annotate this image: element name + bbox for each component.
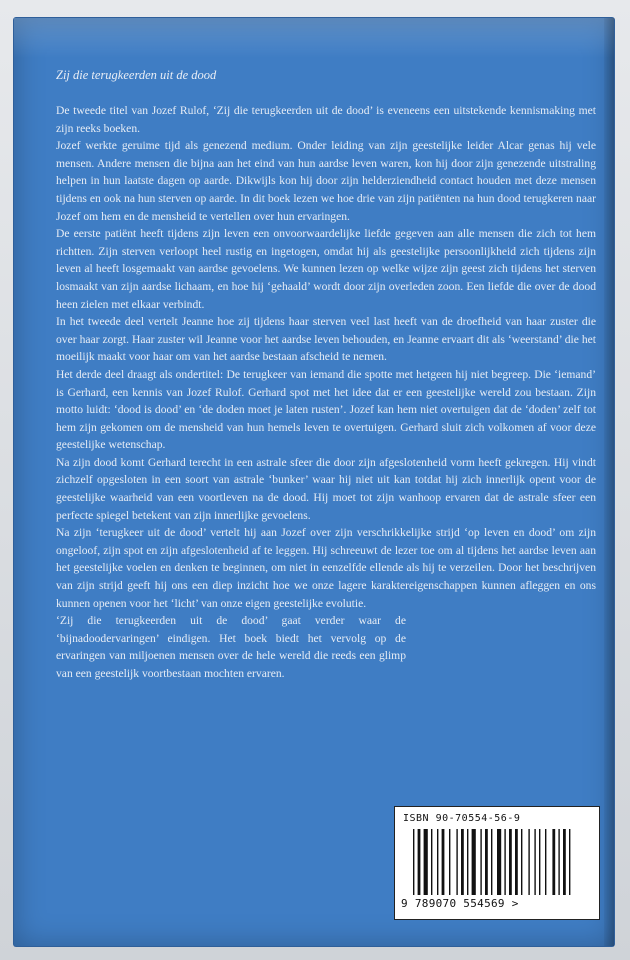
blurb-paragraph: In het tweede deel vertelt Jeanne hoe zij tijdens haar sterven veel last heeft van de droefheid van haar zuster die over haar zorgt. Haar zuster wil Jeanne voor het aardse leven behouden, en Jeanne ervaart dit als ‘weerstand’ die het moeilijk maakt voor haar om van het aardse bestaan afscheid te nemen. [56, 315, 596, 364]
blurb-paragraph: De eerste patiënt heeft tijdens zijn leven een onvoorwaardelijke liefde gegeven aan alle mensen die zich tot hem richtten. Zijn sterven verloopt heel rustig en ingetogen, omdat hij als geestelijke persoonlijkheid zich tijdens zijn leven al heeft losgemaakt van aardse gevoelens. We kunnen lezen op welke wijze zijn geest zich tijdens het sterven losmaakt van zijn aardse lichaam, en hoe hij ‘gehaald’ wordt door zijn overleden zoon. Een liefde die over de dood heen zielen met elkaar verbindt. [56, 227, 596, 311]
barcode-number: 9 789070 554569 > [401, 897, 519, 910]
blurb-paragraph: Na zijn ‘terugkeer uit de dood’ vertelt hij aan Jozef over zijn verschrikkelijke strijd ‘op leven en dood’ om zijn ongeloof, zijn spot en zijn afgeslotenheid af te leggen. Hij schreeuwt de lezer toe om al tijdens het aardse leven aan het geestelijke voelen en denken te beginnen, om niet in eenzelfde ellende als hij te verzeilen. Door het beschrijven van zijn strijd geeft hij ons een diep inzicht hoe we onze lagere karaktereigenschappen kunnen afleggen en ons kunnen openen voor het ‘licht’ van onze eigen geestelijke evolutie. [56, 526, 596, 610]
isbn-label: ISBN 90-70554-56-9 [403, 813, 521, 824]
blurb-text [56, 102, 596, 683]
blurb-paragraph: Jozef werkte geruime tijd als genezend medium. Onder leiding van zijn geestelijke leider Alcar genas hij vele mensen. Andere mensen die bijna aan het eind van hun aardse leven waren, kon hij door zijn genezende uitstraling helpen in hun laatste dagen op aarde. Dikwijls kon hij door zijn helderziendheid contact houden met deze mensen tijdens en ook na hun sterven op aarde. In dit boek lezen we hoe drie van zijn patiënten na hun dood terugkeren naar Jozef om hem en de mensheid te vertellen over hun ervaringen. [56, 139, 596, 223]
shrink-wrap-shine [14, 18, 614, 58]
cover-edge [604, 18, 614, 946]
blurb-title: Zij die terugkeerden uit de dood [56, 68, 217, 82]
isbn-barcode [394, 806, 600, 920]
blurb-paragraph: De tweede titel van Jozef Rulof, ‘Zij die terugkeerden uit de dood’ is eveneens een uitstekende kennismaking met zijn reeks boeken. [56, 104, 596, 135]
blurb-paragraph: Na zijn dood komt Gerhard terecht in een astrale sfeer die door zijn afgeslotenheid vorm heeft gekregen. Hij vindt zichzelf opgesloten in een soort van astrale ‘bunker’ waar hij niet uit kan totdat hij zich innerlijk opent voor de geestelijke waarheid van een voortleven na de dood. Hij moet tot zijn wanhoop ervaren dat de astrale sfeer een perfecte spiegel betekent van zijn innerlijke gevoelens. [56, 455, 596, 522]
barcode-bars [413, 829, 589, 895]
blurb-closing-paragraph: ‘Zij die terugkeerden uit de dood’ gaat verder waar de ‘bijnadoodervaringen’ eindigen. Het boek biedt het vervolg op de ervaringen van miljoenen mensen over de hele wereld die reeds een glimp van een geestelijk voortbestaan mochten ervaren. [56, 614, 406, 680]
blurb-paragraph: Het derde deel draagt als ondertitel: De terugkeer van iemand die spotte met hetgeen hij niet begreep. Die ‘iemand’ is Gerhard, een kennis van Jozef Rulof. Gerhard spot met het idee dat er een geestelijke wereld zou bestaan. Zijn motto luidt: ‘dood is dood’ en ‘de doden moet je laten rusten’. Jozef kan hem niet overtuigen dat de ‘doden’ zelf tot hem zijn gekomen om de mensheid van hun hemels leven te overtuigen. Gerhard sluit zich volkomen af voor deze geestelijke wetenschap. [56, 367, 596, 452]
